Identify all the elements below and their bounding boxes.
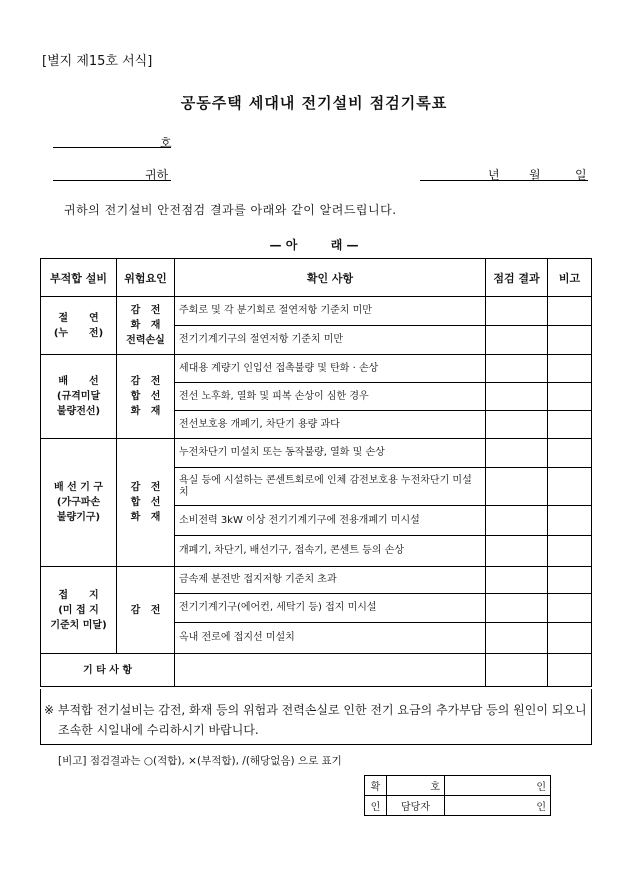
intro-text: 귀하의 전기설비 안전점검 결과를 아래와 같이 알려드립니다.: [64, 203, 397, 217]
result-cell[interactable]: [486, 439, 548, 468]
result-cell[interactable]: [486, 623, 548, 654]
date-year: 년: [488, 168, 500, 182]
result-cell[interactable]: [486, 411, 548, 439]
category-insulation: 절 연 (누 전): [41, 297, 117, 355]
header-facility: 부적합 설비: [41, 259, 117, 297]
result-cell[interactable]: [486, 468, 548, 506]
check-item: 금속제 분전반 접지저항 기준치 초과: [175, 567, 486, 594]
remark-cell[interactable]: [548, 411, 592, 439]
ho-underline: [53, 132, 171, 148]
table-row: [41, 355, 592, 383]
check-item: 누전차단기 미설치 또는 동작불량, 열화 및 손상: [175, 439, 486, 468]
risk-insulation: 감 전 화 재 전력손실: [117, 297, 175, 355]
category-grounding: 접 지 (미 접 지 기준치 미달): [41, 567, 117, 654]
result-cell[interactable]: [486, 383, 548, 411]
check-item: 전기기계기구의 절연저항 기준치 미만: [175, 326, 486, 355]
result-cell[interactable]: [486, 567, 548, 594]
remark-cell[interactable]: [548, 355, 592, 383]
sign-table: [364, 775, 551, 816]
ho-label: 호: [160, 136, 172, 150]
remark-cell[interactable]: [548, 326, 592, 355]
check-item: 전선 노후화, 열화 및 피복 손상이 심한 경우: [175, 383, 486, 411]
remark-text: [비고] 점검결과는 ○(적합), ×(부적합), /(해당없음) 으로 표기: [58, 755, 342, 767]
check-item: 욕실 등에 시설하는 콘센트회로에 인체 감전보호용 누전차단기 미설치: [175, 468, 486, 506]
remark-cell[interactable]: [548, 468, 592, 506]
form-label: [별지 제15호 서식]: [42, 54, 153, 69]
result-cell[interactable]: [486, 355, 548, 383]
note-text: ※ 부적합 전기설비는 감전, 화재 등의 위험과 전력손실로 인한 전기 요금의 추가부담 등의 원인이 되오니 조속한 시일내에 수리하시기 바랍니다.: [44, 703, 587, 737]
remark-cell[interactable]: [548, 506, 592, 536]
table-row-other: [41, 654, 592, 687]
remark-cell[interactable]: [548, 594, 592, 623]
result-cell[interactable]: [486, 536, 548, 567]
result-cell[interactable]: [486, 506, 548, 536]
sign-label-1: 확: [365, 776, 387, 796]
remark-cell[interactable]: [548, 383, 592, 411]
other-label: 기 타 사 항: [41, 654, 175, 687]
sign-label-2: 인: [365, 796, 387, 816]
remark-cell[interactable]: [548, 623, 592, 654]
sign-seal-2[interactable]: 인: [445, 796, 551, 816]
result-cell[interactable]: [486, 297, 548, 326]
recipient-label: 귀하: [145, 168, 169, 182]
remark-cell[interactable]: [548, 297, 592, 326]
table-row: [41, 567, 592, 594]
check-item: 소비전력 3kW 이상 전기기계기구에 전용개폐기 미시설: [175, 506, 486, 536]
remark-cell[interactable]: [548, 567, 592, 594]
other-content[interactable]: [175, 654, 486, 687]
table-row: [41, 439, 592, 468]
risk-grounding: 감 전: [117, 567, 175, 654]
header-check: 확인 사항: [175, 259, 486, 297]
document-title: 공동주택 세대내 전기설비 점검기록표: [180, 94, 448, 112]
remark-cell[interactable]: [548, 439, 592, 468]
below-label: — 아 래 —: [269, 238, 359, 252]
header-result: 점검 결과: [486, 259, 548, 297]
date-month: 월: [529, 168, 541, 182]
check-item: 옥내 전로에 접지선 미설치: [175, 623, 486, 654]
risk-wiring-devices: 감 전 합 선 화 재: [117, 439, 175, 567]
check-item: 주회로 및 각 분기회로 절연저항 기준치 미만: [175, 297, 486, 326]
result-cell[interactable]: [486, 326, 548, 355]
sign-manager-label: 담당자: [387, 796, 445, 816]
risk-wiring: 감 전 합 선 화 재: [117, 355, 175, 439]
header-risk: 위험요인: [117, 259, 175, 297]
table-row: [41, 297, 592, 326]
sign-seal-1[interactable]: 인: [445, 776, 551, 796]
header-remark: 비고: [548, 259, 592, 297]
check-item: 개폐기, 차단기, 배선기구, 접속기, 콘센트 등의 손상: [175, 536, 486, 567]
category-wiring: 배 선 (규격미달 불량전선): [41, 355, 117, 439]
check-item: 전기기계기구(에어컨, 세탁기 등) 접지 미시설: [175, 594, 486, 623]
check-item: 전선보호용 개폐기, 차단기 용량 과다: [175, 411, 486, 439]
remark-cell[interactable]: [548, 654, 592, 687]
result-cell[interactable]: [486, 594, 548, 623]
date-underline: [420, 165, 588, 181]
sign-ho-label: 호: [387, 776, 445, 796]
table-header-row: [41, 259, 592, 297]
result-cell[interactable]: [486, 654, 548, 687]
remark-cell[interactable]: [548, 536, 592, 567]
check-item: 세대용 계량기 인입선 접촉불량 및 탄화 · 손상: [175, 355, 486, 383]
inspection-table: [40, 258, 592, 687]
category-wiring-devices: 배 선 기 구 (가구파손 불량기구): [41, 439, 117, 567]
date-day: 일: [575, 168, 587, 182]
